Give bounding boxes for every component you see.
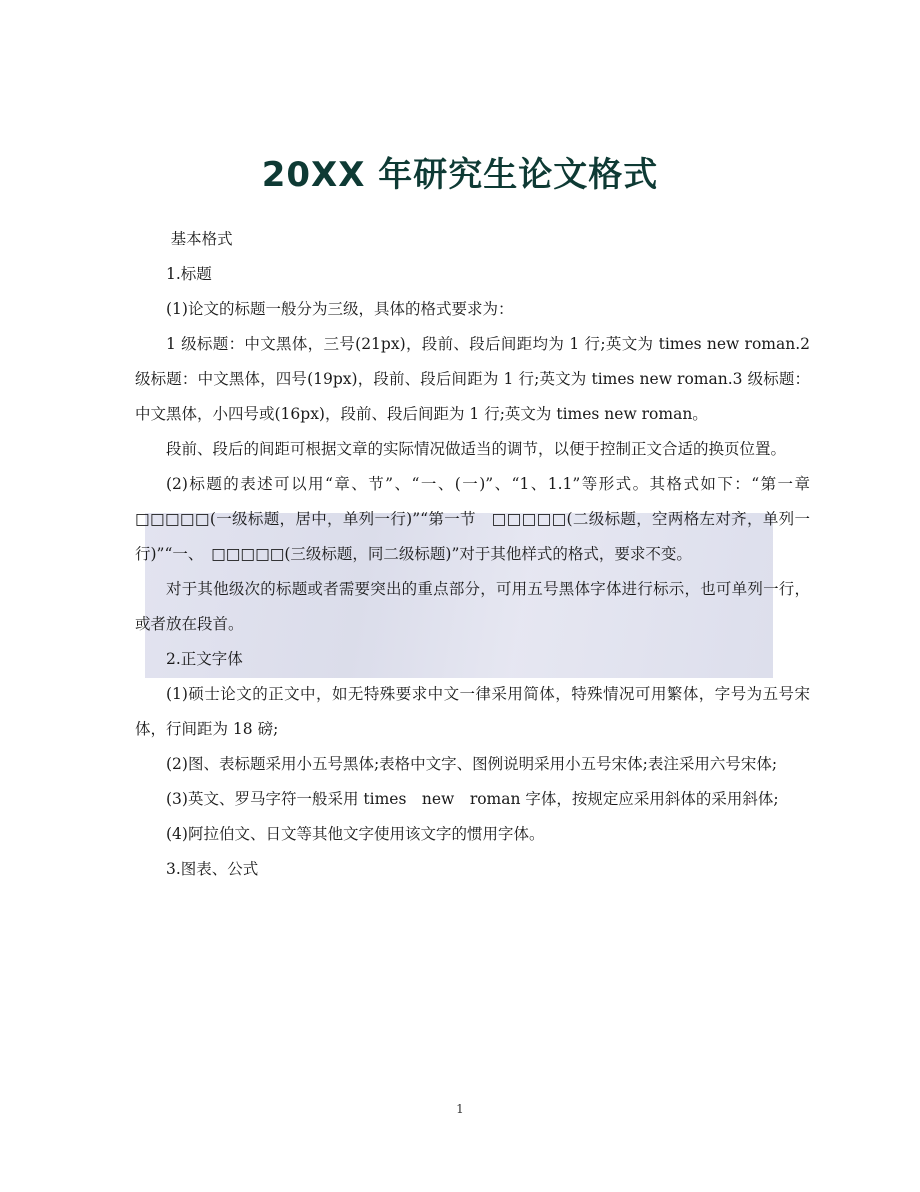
document-body <box>135 222 826 887</box>
subsection-heading: 1.标题 <box>166 265 212 283</box>
paragraph: 对于其他级次的标题或者需要突出的重点部分，可用五号黑体字体进行标示，也可单列一行，或者放在段首。 <box>135 580 810 633</box>
subsection-heading: 3.图表、公式 <box>166 860 259 878</box>
paragraph: (2)图、表标题采用小五号黑体;表格中文字、图例说明采用小五号宋体;表注采用六号宋体; <box>166 755 778 773</box>
paragraph: (2)标题的表述可以用“章、节”、“一、(一)”、“1、1.1”等形式。其格式如下：“第一章 □□□□□(一级标题，居中，单列一行)”“第一节 □□□□□(二级标题，空两格左对齐，单列一行)”“一、 □□□□□(三级标题，同二级标题)”对于其他样式的格式，要求不变。 <box>135 475 826 563</box>
paragraph: (1)硕士论文的正文中，如无特殊要求中文一律采用简体，特殊情况可用繁体，字号为五号宋体，行间距为 18 磅; <box>135 685 810 738</box>
page-number: 1 <box>456 1102 464 1116</box>
paragraph: 段前、段后的间距可根据文章的实际情况做适当的调节，以便于控制正文合适的换页位置。 <box>166 440 787 458</box>
paragraph: (4)阿拉伯文、日文等其他文字使用该文字的惯用字体。 <box>166 825 545 843</box>
paragraph: (3)英文、罗马字符一般采用 times new roman 字体，按规定应采用斜体的采用斜体; <box>166 790 779 808</box>
paragraph: (1)论文的标题一般分为三级，具体的格式要求为： <box>166 300 514 318</box>
section-heading: 基本格式 <box>170 230 233 248</box>
paragraph: 1 级标题：中文黑体，三号(21px)，段前、段后间距均为 1 行;英文为 times new roman.2 级标题：中文黑体，四号(19px)，段前、段后间距为 1 行;英文为 times new roman.3 级标题：中文黑体，小四号或(16px)，段前、段后间距为 1 行;英文为 times new roman。 <box>135 335 810 423</box>
subsection-heading: 2.正文字体 <box>166 650 243 668</box>
document-title: 20XX 年研究生论文格式 <box>261 154 659 195</box>
